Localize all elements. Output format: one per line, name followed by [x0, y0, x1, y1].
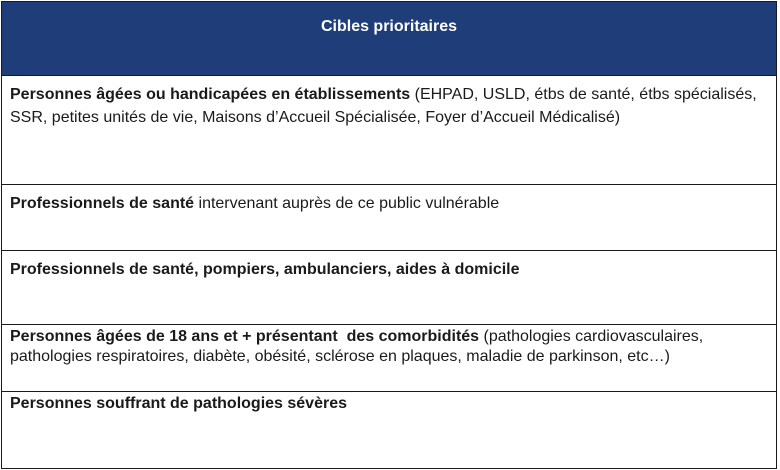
table-row	[2, 185, 776, 251]
table-row	[2, 251, 776, 325]
row-text: (EHPAD, USLD, étbs de santé, étbs spécialisés, SSR, petites unités de vie, Maisons d’Accueil Spécialisée, Foyer d’Accueil Médicalisé)	[10, 86, 757, 126]
table-row	[2, 325, 776, 392]
row-bold-text: Professionnels de santé, pompiers, ambulanciers, aides à domicile	[10, 261, 520, 278]
table-header: Cibles prioritaires	[2, 2, 776, 76]
row-text: (pathologies cardiovasculaires, pathologies respiratoires, diabète, obésité, sclérose en plaques, maladie de parkinson, etc…)	[10, 328, 704, 365]
table-row	[2, 76, 776, 185]
priority-targets-table	[1, 1, 777, 469]
row-text: intervenant auprès de ce public vulnérable	[194, 195, 500, 212]
row-bold-text: Personnes âgées ou handicapées en établissements	[10, 86, 411, 103]
table-row	[2, 392, 776, 468]
row-bold-text: Personnes souffrant de pathologies sévères	[10, 395, 347, 412]
row-bold-text: Personnes âgées de 18 ans et + présentant des comorbidités	[10, 328, 480, 345]
row-bold-text: Professionnels de santé	[10, 195, 195, 212]
